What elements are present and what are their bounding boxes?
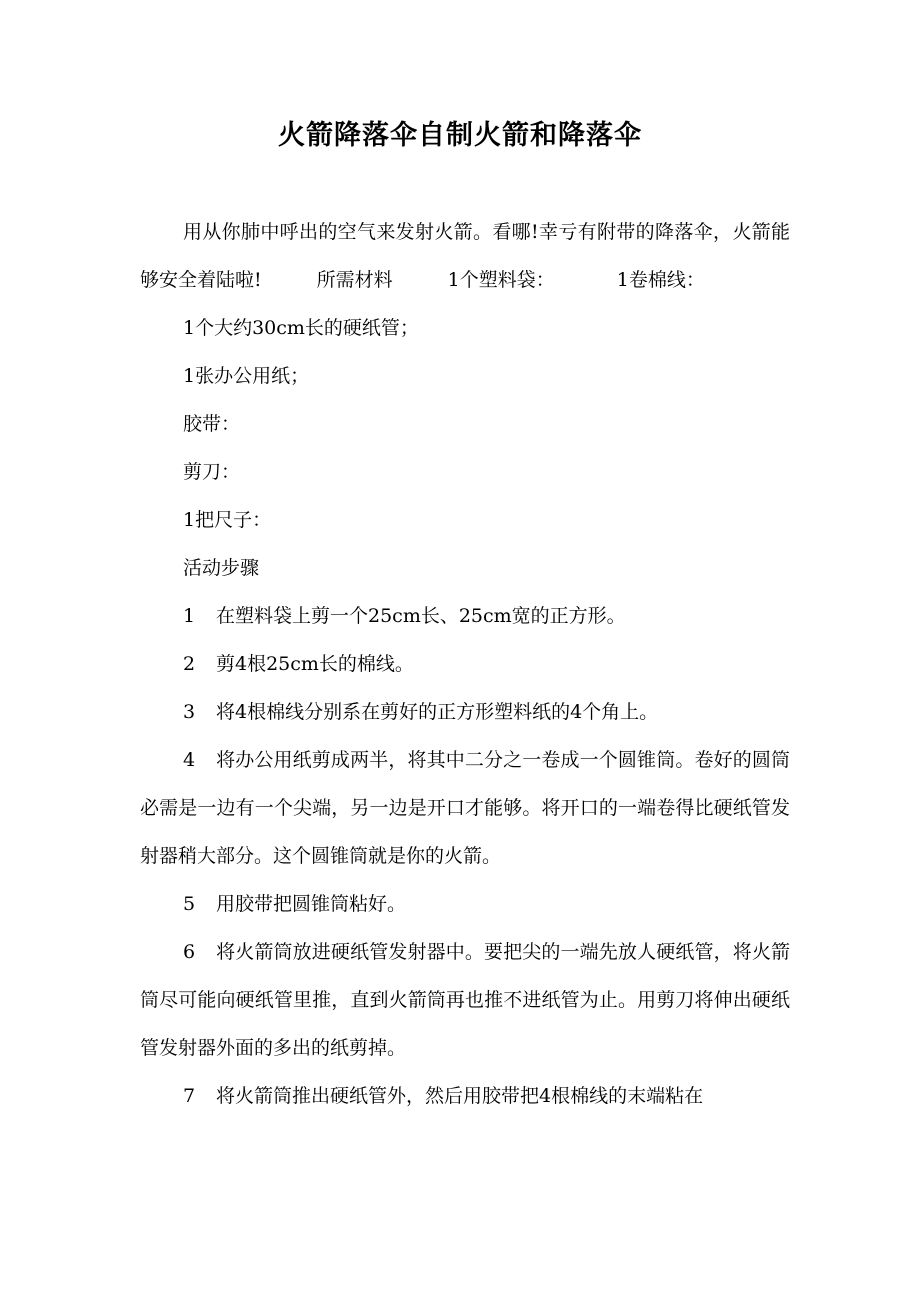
material-item: 1个大约30cm长的硬纸管； xyxy=(183,317,419,339)
step-number: 1 xyxy=(183,605,196,627)
materials-heading: 所需材料 xyxy=(316,269,393,291)
step-item xyxy=(140,1072,790,1120)
step-text: 将办公用纸剪成两半，将其中二分之一卷成一个圆锥筒。卷好的圆筒必需是一边有一个尖端，另一边是开口才能够。将开口的一端卷得比硬纸管发射器稍大部分。这个圆锥筒就是你的火箭。 xyxy=(140,749,790,867)
step-item xyxy=(140,688,790,736)
material-item-thread: 1卷棉线： xyxy=(616,269,705,291)
step-text: 在塑料袋上剪一个25cm长、25cm宽的正方形。 xyxy=(216,605,626,627)
step-text: 剪4根25cm长的棉线。 xyxy=(216,653,414,675)
document-body xyxy=(140,208,790,1120)
step-text: 将4根棉线分别系在剪好的正方形塑料纸的4个角上。 xyxy=(216,701,659,723)
intro-paragraph xyxy=(140,208,790,304)
step-item xyxy=(140,592,790,640)
step-item xyxy=(140,880,790,928)
step-item xyxy=(140,640,790,688)
step-text: 将火箭筒推出硬纸管外，然后用胶带把4根棉线的末端粘在 xyxy=(216,1085,704,1107)
document-title: 火箭降落伞自制火箭和降落伞 xyxy=(278,120,642,151)
step-text: 将火箭筒放进硬纸管发射器中。要把尖的一端先放人硬纸管，将火箭筒尽可能向硬纸管里推，直到火箭筒再也推不进纸管为止。用剪刀将伸出硬纸管发射器外面的多出的纸剪掉。 xyxy=(140,941,790,1059)
step-item xyxy=(140,928,790,1072)
material-item: 胶带： xyxy=(183,413,241,435)
material-item: 1张办公用纸； xyxy=(183,365,310,387)
step-number: 6 xyxy=(183,941,196,963)
material-item: 剪刀： xyxy=(183,461,241,483)
step-item xyxy=(140,736,790,880)
material-item: 1把尺子： xyxy=(183,509,272,531)
step-number: 5 xyxy=(183,893,196,915)
intro-text: 用从你肺中呼出的空气来发射火箭。看哪!幸亏有附带的降落伞，火箭能够安全着陆啦! xyxy=(140,221,790,291)
step-number: 3 xyxy=(183,701,196,723)
material-item-bag: 1个塑料袋： xyxy=(447,269,555,291)
step-text: 用胶带把圆锥筒粘好。 xyxy=(216,893,407,915)
step-number: 4 xyxy=(183,749,196,771)
steps-heading: 活动步骤 xyxy=(183,557,260,579)
step-number: 7 xyxy=(183,1085,196,1107)
step-number: 2 xyxy=(183,653,196,675)
